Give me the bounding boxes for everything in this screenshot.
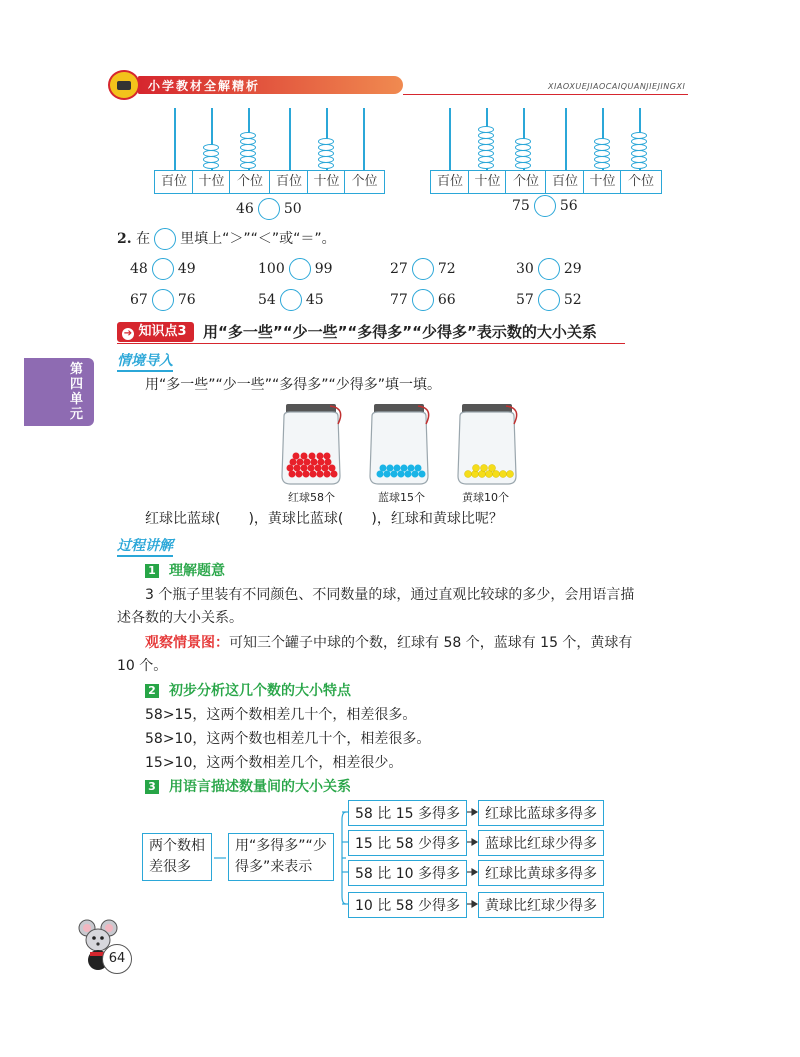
flow-method-line1: 用“多得多”“少 bbox=[235, 838, 327, 854]
abacus-rod bbox=[363, 108, 365, 170]
q2-left: 30 bbox=[516, 261, 534, 277]
flow-branch-right: 黄球比红球少得多 bbox=[478, 892, 604, 918]
analysis-line: 58>15，这两个数相差几十个，相差很多。 bbox=[145, 707, 417, 723]
jar-caption-yellow: 黄球10个 bbox=[462, 491, 509, 504]
unit-side-tab bbox=[24, 358, 94, 426]
jar-yellow bbox=[458, 404, 517, 484]
para1-line2: 述各数的大小关系。 bbox=[117, 610, 243, 626]
compare-left-a: 46 bbox=[236, 201, 254, 217]
q2-left: 48 bbox=[130, 261, 148, 277]
q2-left: 100 bbox=[258, 261, 285, 277]
flow-branch-left: 10 比 58 少得多 bbox=[348, 892, 467, 918]
q2-number: 2. bbox=[117, 231, 132, 247]
compare-right-b: 56 bbox=[559, 198, 578, 214]
q2-item bbox=[258, 289, 324, 311]
q2-left: 67 bbox=[130, 292, 148, 308]
scene-label: 情境导入 bbox=[117, 350, 173, 372]
q2-instruction bbox=[117, 228, 336, 250]
compare-left bbox=[236, 198, 302, 220]
place-label: 十位 bbox=[307, 170, 346, 194]
flow-branch-right: 红球比黄球多得多 bbox=[478, 860, 604, 886]
flow-method-line2: 得多”来表示 bbox=[235, 859, 313, 875]
q2-item bbox=[390, 258, 456, 280]
flow-branch-left: 58 比 15 多得多 bbox=[348, 800, 467, 826]
place-label: 十位 bbox=[468, 170, 507, 194]
compare-right-a: 75 bbox=[512, 198, 530, 214]
step-number: 1 bbox=[145, 564, 159, 578]
q2-left: 57 bbox=[516, 292, 534, 308]
answer-circle[interactable] bbox=[412, 258, 434, 280]
jar-caption-red: 红球58个 bbox=[288, 491, 335, 504]
place-label: 个位 bbox=[620, 170, 662, 194]
place-label: 个位 bbox=[344, 170, 385, 194]
observe-label: 观察情景图： bbox=[145, 635, 229, 651]
flowchart bbox=[140, 800, 620, 920]
analysis-line: 15>10，这两个数相差几个，相差很少。 bbox=[145, 755, 403, 771]
q2-prefix: 在 bbox=[136, 231, 151, 247]
answer-circle[interactable] bbox=[152, 289, 174, 311]
flow-branch-right: 红球比蓝球多得多 bbox=[478, 800, 604, 826]
scene-instruction: 用“多一些”“少一些”“多得多”“少得多”填一填。 bbox=[145, 377, 442, 393]
place-label: 十位 bbox=[192, 170, 231, 194]
abacus-left bbox=[154, 108, 384, 198]
place-label: 百位 bbox=[154, 170, 194, 194]
answer-circle[interactable] bbox=[538, 258, 560, 280]
header-pinyin: XIAOXUEJIAOCAIQUANJIEJINGXI bbox=[548, 82, 686, 91]
place-label: 个位 bbox=[505, 170, 547, 194]
analysis-line: 58>10，这两个数也相差几十个，相差很多。 bbox=[145, 731, 431, 747]
place-label: 百位 bbox=[269, 170, 309, 194]
logo-icon bbox=[108, 70, 140, 100]
answer-circle[interactable] bbox=[538, 289, 560, 311]
observe-line2: 10 个。 bbox=[117, 658, 168, 674]
unit-side-tab-label: 第四单元 bbox=[70, 362, 84, 422]
q2-right: 29 bbox=[563, 261, 582, 277]
q2-right: 52 bbox=[563, 292, 582, 308]
q2-right: 76 bbox=[177, 292, 196, 308]
arrow-right-icon: ➔ bbox=[123, 328, 133, 339]
flow-branch-left: 58 比 10 多得多 bbox=[348, 860, 467, 886]
answer-circle[interactable] bbox=[534, 195, 556, 217]
kp3-badge bbox=[117, 322, 194, 342]
jar-caption-blue: 蓝球15个 bbox=[378, 491, 425, 504]
kp3-title: 用“多一些”“少一些”“多得多”“少得多”表示数的大小关系 bbox=[203, 323, 597, 341]
header-brand: 小学教材全解精析 bbox=[148, 79, 261, 93]
q2-left: 27 bbox=[390, 261, 408, 277]
abacus-rod bbox=[289, 108, 291, 170]
q2-left: 77 bbox=[390, 292, 408, 308]
step2-heading bbox=[145, 680, 351, 702]
answer-circle[interactable] bbox=[280, 289, 302, 311]
page-number-badge bbox=[102, 944, 132, 974]
q2-item bbox=[130, 258, 196, 280]
para1-line1: 3 个瓶子里装有不同颜色、不同数量的球，通过直观比较球的多少，会用语言描 bbox=[145, 587, 635, 603]
q2-left: 54 bbox=[258, 292, 276, 308]
flow-branch-right: 蓝球比红球少得多 bbox=[478, 830, 604, 856]
answer-circle[interactable] bbox=[152, 258, 174, 280]
place-label: 百位 bbox=[430, 170, 470, 194]
answer-circle[interactable] bbox=[289, 258, 311, 280]
q2-right: 49 bbox=[177, 261, 196, 277]
step1-heading bbox=[145, 560, 225, 582]
jar-blue bbox=[370, 404, 429, 484]
step3-heading bbox=[145, 776, 351, 798]
jar-red bbox=[282, 404, 341, 484]
kp3-header bbox=[117, 321, 625, 344]
place-label: 个位 bbox=[229, 170, 271, 194]
q2-right: 45 bbox=[305, 292, 324, 308]
observe-text: 可知三个罐子中球的个数，红球有 58 个，蓝球有 15 个，黄球有 bbox=[229, 635, 633, 651]
abacus-rod bbox=[174, 108, 176, 170]
observe-line1 bbox=[145, 632, 632, 654]
answer-circle[interactable] bbox=[258, 198, 280, 220]
q2-item bbox=[258, 258, 333, 280]
q2-right: 72 bbox=[437, 261, 456, 277]
compare-right bbox=[512, 195, 578, 217]
step-number: 2 bbox=[145, 684, 159, 698]
q2-item bbox=[516, 258, 582, 280]
scene-question: 红球比蓝球( )，黄球比蓝球( )，红球和黄球比呢？ bbox=[145, 511, 503, 527]
flow-method-box bbox=[228, 833, 334, 881]
compare-left-b: 50 bbox=[283, 201, 302, 217]
place-label: 十位 bbox=[583, 170, 622, 194]
place-label: 百位 bbox=[545, 170, 585, 194]
kp3-badge-label: 知识点3 bbox=[138, 324, 187, 339]
step-number: 3 bbox=[145, 780, 159, 794]
answer-circle[interactable] bbox=[412, 289, 434, 311]
process-label: 过程讲解 bbox=[117, 535, 173, 557]
header-line bbox=[403, 94, 688, 95]
q2-item bbox=[390, 289, 456, 311]
page-number: 64 bbox=[108, 951, 126, 966]
q2-suffix: 里填上“＞”“＜”或“＝”。 bbox=[180, 231, 336, 247]
q2-item bbox=[516, 289, 582, 311]
step-title: 初步分析这几个数的大小特点 bbox=[169, 683, 351, 699]
step-title: 理解题意 bbox=[169, 563, 225, 579]
q2-item bbox=[130, 289, 196, 311]
flow-branch-left: 15 比 58 少得多 bbox=[348, 830, 467, 856]
step-title: 用语言描述数量间的大小关系 bbox=[169, 779, 351, 795]
q2-right: 99 bbox=[314, 261, 333, 277]
abacus-right bbox=[430, 108, 664, 198]
flow-start-line2: 差很多 bbox=[149, 859, 191, 875]
header-bar bbox=[108, 70, 688, 100]
flow-start-line1: 两个数相 bbox=[149, 838, 205, 854]
circle-symbol bbox=[154, 228, 176, 250]
q2-right: 66 bbox=[437, 292, 456, 308]
flow-start-box bbox=[142, 833, 212, 881]
